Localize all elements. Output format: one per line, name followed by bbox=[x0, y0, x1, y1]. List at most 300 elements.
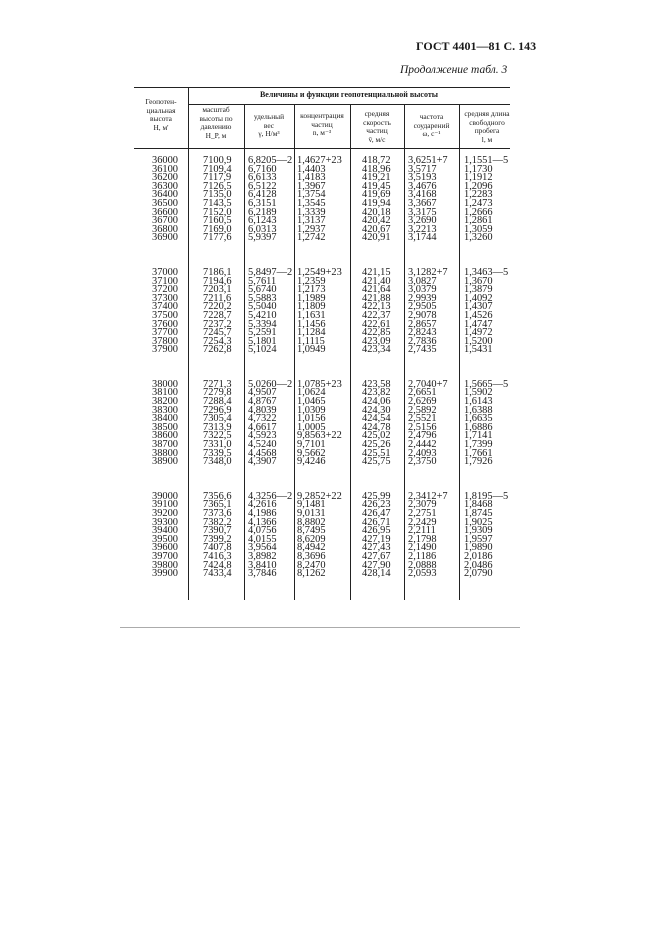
table-cell: 1,3339 bbox=[297, 206, 326, 218]
table-cell: 1,0156 bbox=[297, 413, 326, 425]
table-cell: 39200 bbox=[152, 508, 178, 519]
table-cell: 425,51 bbox=[362, 447, 391, 459]
table-cell: 1,0465 bbox=[297, 396, 326, 408]
table-cell: 39100 bbox=[152, 499, 178, 511]
table-cell: 4,2616 bbox=[248, 499, 277, 511]
table-group bbox=[464, 157, 508, 243]
table-cell: 1,3137 bbox=[297, 215, 326, 227]
table-cell: 7271,3 bbox=[203, 378, 232, 390]
table-group bbox=[297, 266, 342, 356]
table-cell: 2,7435 bbox=[408, 344, 437, 356]
table-cell: 39000 bbox=[152, 490, 178, 502]
table-group bbox=[408, 378, 448, 468]
table-cell: 426,95 bbox=[362, 525, 391, 537]
table-group bbox=[362, 378, 391, 468]
table-cell: 8,7495 bbox=[297, 525, 326, 537]
table-cell: 420,42 bbox=[362, 215, 391, 227]
table-cell: 7424,8 bbox=[203, 559, 232, 571]
table-cell: 1,5665—5 bbox=[464, 378, 509, 390]
column-specific-weight-values bbox=[248, 157, 292, 605]
table-cell: 38000 bbox=[152, 378, 178, 390]
column-mean-speed-values bbox=[362, 157, 391, 605]
column-divider bbox=[404, 104, 405, 600]
table-cell: 38300 bbox=[152, 404, 178, 416]
group-header-rule bbox=[188, 104, 510, 105]
table-cell: 420,18 bbox=[362, 206, 391, 218]
table-cell: 1,5902 bbox=[464, 387, 493, 399]
table-cell: 6,4128 bbox=[248, 189, 277, 201]
column-divider bbox=[244, 104, 245, 600]
table-cell: 9,5662 bbox=[297, 447, 326, 459]
table-cell: 37700 bbox=[152, 327, 178, 339]
table-cell: 2,0888 bbox=[408, 559, 437, 571]
table-cell: 39800 bbox=[152, 559, 178, 571]
table-cell: 9,2852+22 bbox=[297, 490, 342, 502]
table-cell: 2,8657 bbox=[408, 318, 437, 330]
table-cell: 1,9309 bbox=[464, 525, 493, 537]
table-cell: 7126,5 bbox=[203, 180, 232, 192]
table-cell: 4,0756 bbox=[248, 525, 277, 537]
table-cell: 1,3967 bbox=[297, 180, 326, 192]
table-cell: 1,0624 bbox=[297, 387, 326, 399]
table-cell: 7152,0 bbox=[203, 206, 232, 218]
table-cell: 1,2473 bbox=[464, 197, 493, 209]
table-cell: 2,7040+7 bbox=[408, 378, 448, 390]
table-cell: 7356,6 bbox=[203, 490, 232, 502]
table-cell: 5,1801 bbox=[248, 335, 277, 347]
table-cell: 3,5717 bbox=[408, 163, 437, 175]
table-cell: 427,90 bbox=[362, 559, 391, 571]
table-cell: 425,26 bbox=[362, 439, 391, 451]
table-cell: 423,34 bbox=[362, 344, 391, 356]
table-cell: 1,2937 bbox=[297, 223, 326, 235]
column-concentration-values bbox=[297, 157, 342, 605]
table-cell: 37800 bbox=[152, 335, 178, 347]
column-header-collision-frequency: частота соударений ω, с⁻¹ bbox=[413, 112, 450, 139]
table-cell: 1,4526 bbox=[464, 309, 493, 321]
table-cell: 7135,0 bbox=[203, 189, 232, 201]
table-cell: 6,0313 bbox=[248, 223, 277, 235]
table-cell: 4,7322 bbox=[248, 413, 277, 425]
table-cell: 7160,5 bbox=[203, 215, 232, 227]
table-cell: 5,5040 bbox=[248, 301, 277, 313]
table-cell: 426,23 bbox=[362, 499, 391, 511]
table-cell: 1,6388 bbox=[464, 404, 493, 416]
table-cell: 1,3545 bbox=[297, 197, 326, 209]
table-cell: 2,9078 bbox=[408, 309, 437, 321]
table-cell: 418,72 bbox=[362, 155, 391, 166]
table-group bbox=[464, 266, 509, 356]
table-cell: 37900 bbox=[152, 344, 178, 356]
table-cell: 8,4942 bbox=[297, 542, 326, 554]
table-cell: 2,3750 bbox=[408, 456, 437, 468]
table-cell: 7322,5 bbox=[203, 430, 232, 442]
table-cell: 1,2096 bbox=[464, 180, 493, 192]
table-cell: 2,4093 bbox=[408, 447, 437, 459]
table-group bbox=[203, 157, 232, 243]
table-cell: 38700 bbox=[152, 439, 178, 451]
table-cell: 38900 bbox=[152, 456, 178, 468]
table-cell: 421,88 bbox=[362, 292, 391, 304]
table-cell: 7348,0 bbox=[203, 456, 232, 468]
table-continuation-label: Продолжение табл. 3 bbox=[400, 64, 508, 76]
table-cell: 428,14 bbox=[362, 568, 391, 580]
table-cell: 2,9939 bbox=[408, 292, 437, 304]
table-cell: 3,5193 bbox=[408, 172, 437, 184]
table-cell: 2,5521 bbox=[408, 413, 437, 425]
table-cell: 7416,3 bbox=[203, 550, 232, 562]
table-group bbox=[464, 490, 509, 580]
table-cell: 9,0131 bbox=[297, 508, 326, 519]
table-cell: 1,8195—5 bbox=[464, 490, 509, 502]
table-group bbox=[297, 157, 342, 243]
table-cell: 1,2173 bbox=[297, 284, 326, 296]
table-cell: 1,4183 bbox=[297, 172, 326, 184]
table-cell: 5,9397 bbox=[248, 232, 277, 244]
table-cell: 5,5883 bbox=[248, 292, 277, 304]
table-cell: 2,2751 bbox=[408, 508, 437, 519]
table-cell: 7288,4 bbox=[203, 396, 232, 408]
column-header-height: Геопотен- циальная высота H, м' bbox=[145, 97, 177, 132]
table-group bbox=[408, 157, 448, 243]
table-cell: 4,1986 bbox=[248, 508, 277, 519]
table-cell: 419,21 bbox=[362, 172, 391, 184]
table-group bbox=[152, 490, 178, 580]
table-cell: 1,2283 bbox=[464, 189, 493, 201]
table-cell: 36700 bbox=[152, 215, 178, 227]
table-cell: 3,2213 bbox=[408, 223, 437, 235]
table-cell: 2,6269 bbox=[408, 396, 437, 408]
table-cell: 424,54 bbox=[362, 413, 391, 425]
table-cell: 1,2549+23 bbox=[297, 266, 342, 278]
table-cell: 2,8243 bbox=[408, 327, 437, 339]
column-height-values bbox=[152, 157, 178, 605]
table-cell: 2,1490 bbox=[408, 542, 437, 554]
table-cell: 7254,3 bbox=[203, 335, 232, 347]
table-cell: 1,4972 bbox=[464, 327, 493, 339]
table-cell: 5,4210 bbox=[248, 309, 277, 321]
table-cell: 7305,4 bbox=[203, 413, 232, 425]
table-cell: 1,0949 bbox=[297, 344, 326, 356]
table-cell: 7433,4 bbox=[203, 568, 232, 580]
table-cell: 7279,8 bbox=[203, 387, 232, 399]
table-cell: 1,7926 bbox=[464, 456, 493, 468]
table-cell: 7382,2 bbox=[203, 516, 232, 528]
table-cell: 422,13 bbox=[362, 301, 391, 313]
table-cell: 5,7611 bbox=[248, 275, 277, 287]
table-cell: 1,1456 bbox=[297, 318, 326, 330]
table-cell: 39400 bbox=[152, 525, 178, 537]
table-cell: 2,3079 bbox=[408, 499, 437, 511]
table-cell: 5,2591 bbox=[248, 327, 277, 339]
table-cell: 7117,9 bbox=[203, 172, 232, 184]
table-cell: 419,94 bbox=[362, 197, 391, 209]
table-cell: 1,7661 bbox=[464, 447, 493, 459]
table-cell: 3,3667 bbox=[408, 197, 437, 209]
table-cell: 4,0155 bbox=[248, 533, 277, 545]
table-cell: 7339,5 bbox=[203, 447, 232, 459]
table-cell: 427,43 bbox=[362, 542, 391, 554]
table-group bbox=[362, 266, 391, 356]
table-cell: 2,2111 bbox=[408, 525, 436, 537]
table-cell: 2,0486 bbox=[464, 559, 493, 571]
table-cell: 7245,7 bbox=[203, 327, 232, 339]
table-cell: 1,8745 bbox=[464, 508, 493, 519]
table-cell: 2,3412+7 bbox=[408, 490, 448, 502]
table-cell: 5,6740 bbox=[248, 284, 277, 296]
table-cell: 38400 bbox=[152, 413, 178, 425]
table-cell: 1,0309 bbox=[297, 404, 326, 416]
table-cell: 1,0785+23 bbox=[297, 378, 342, 390]
column-header-mean-free-path: средняя длина свободного пробега l, м bbox=[464, 109, 510, 144]
table-cell: 7169,0 bbox=[203, 223, 232, 235]
table-group bbox=[152, 157, 178, 243]
table-cell: 1,1912 bbox=[464, 172, 493, 184]
table-cell: 6,7160 bbox=[248, 163, 277, 175]
column-header-specific-weight: удельный вес γ, Н/м³ bbox=[253, 112, 285, 139]
table-cell: 5,1024 bbox=[248, 344, 277, 356]
table-cell: 420,67 bbox=[362, 223, 391, 235]
table-cell: 7203,1 bbox=[203, 284, 232, 296]
table-cell: 421,64 bbox=[362, 284, 391, 296]
table-group bbox=[297, 378, 342, 468]
table-cell: 424,06 bbox=[362, 396, 391, 408]
table-cell: 1,7399 bbox=[464, 439, 493, 451]
table-cell: 1,1989 bbox=[297, 292, 326, 304]
table-cell: 7262,8 bbox=[203, 344, 232, 356]
column-collision-frequency-values bbox=[408, 157, 448, 605]
table-cell: 1,5200 bbox=[464, 335, 493, 347]
column-header-scale-height: масштаб высоты по давлению H_P, м bbox=[199, 105, 233, 140]
table-cell: 2,0593 bbox=[408, 568, 437, 580]
table-cell: 3,3175 bbox=[408, 206, 437, 218]
table-cell: 1,1809 bbox=[297, 301, 326, 313]
column-header-mean-speed: средняя скорость частиц v̄, м/с bbox=[363, 109, 391, 144]
table-group bbox=[408, 266, 448, 356]
table-cell: 36100 bbox=[152, 163, 178, 175]
table-cell: 7407,8 bbox=[203, 542, 232, 554]
table-cell: 4,9507 bbox=[248, 387, 277, 399]
table-cell: 39300 bbox=[152, 516, 178, 528]
table-cell: 1,3754 bbox=[297, 189, 326, 201]
table-cell: 422,37 bbox=[362, 309, 391, 321]
table-cell: 2,2429 bbox=[408, 516, 437, 528]
table-cell: 36000 bbox=[152, 155, 178, 166]
table-cell: 36900 bbox=[152, 232, 178, 244]
table-cell: 1,9597 bbox=[464, 533, 493, 545]
table-cell: 38800 bbox=[152, 447, 178, 459]
table-cell: 421,40 bbox=[362, 275, 391, 287]
table-top-rule bbox=[134, 87, 510, 88]
table-cell: 3,0379 bbox=[408, 284, 437, 296]
table-cell: 2,1798 bbox=[408, 533, 437, 545]
table-cell: 9,8563+22 bbox=[297, 430, 342, 442]
table-cell: 38500 bbox=[152, 421, 178, 433]
table-cell: 7390,7 bbox=[203, 525, 232, 537]
table-cell: 1,9890 bbox=[464, 542, 493, 554]
table-cell: 4,8039 bbox=[248, 404, 277, 416]
table-cell: 422,61 bbox=[362, 318, 391, 330]
table-group bbox=[203, 378, 232, 468]
table-cell: 6,6133 bbox=[248, 172, 277, 184]
table-cell: 7211,6 bbox=[203, 292, 232, 304]
table-cell: 37200 bbox=[152, 284, 178, 296]
table-cell: 1,2742 bbox=[297, 232, 326, 244]
table-cell: 1,6886 bbox=[464, 421, 493, 433]
table-cell: 1,3260 bbox=[464, 232, 493, 244]
table-cell: 1,4092 bbox=[464, 292, 493, 304]
table-cell: 7109,4 bbox=[203, 163, 232, 175]
table-cell: 2,1186 bbox=[408, 550, 437, 562]
group-header: Величины и функции геопотенциальной высоты bbox=[259, 90, 439, 99]
table-cell: 5,8497—2 bbox=[248, 266, 293, 278]
table-cell: 38600 bbox=[152, 430, 178, 442]
table-cell: 2,7836 bbox=[408, 335, 437, 347]
table-group bbox=[408, 490, 448, 580]
table-cell: 421,15 bbox=[362, 266, 391, 278]
table-cell: 1,1115 bbox=[297, 335, 325, 347]
table-cell: 8,8802 bbox=[297, 516, 326, 528]
table-cell: 7228,7 bbox=[203, 309, 232, 321]
table-cell: 2,0790 bbox=[464, 568, 493, 580]
column-divider bbox=[459, 104, 460, 600]
table-cell: 3,4168 bbox=[408, 189, 437, 201]
table-cell: 3,4676 bbox=[408, 180, 437, 192]
table-group bbox=[203, 266, 232, 356]
table-cell: 1,3879 bbox=[464, 284, 493, 296]
table-group bbox=[248, 266, 293, 356]
column-divider bbox=[294, 104, 295, 600]
column-divider bbox=[188, 88, 189, 600]
table-cell: 2,5892 bbox=[408, 404, 437, 416]
table-cell: 427,67 bbox=[362, 550, 391, 562]
table-cell: 7331,0 bbox=[203, 439, 232, 451]
table-cell: 1,5431 bbox=[464, 344, 493, 356]
table-cell: 3,1282+7 bbox=[408, 266, 448, 278]
table-cell: 4,5923 bbox=[248, 430, 277, 442]
table-group bbox=[297, 490, 342, 580]
table-cell: 2,0186 bbox=[464, 550, 493, 562]
table-cell: 36400 bbox=[152, 189, 178, 201]
table-cell: 2,9505 bbox=[408, 301, 437, 313]
table-cell: 419,45 bbox=[362, 180, 391, 192]
table-cell: 39500 bbox=[152, 533, 178, 545]
table-cell: 39600 bbox=[152, 542, 178, 554]
table-cell: 1,1551—5 bbox=[464, 155, 509, 166]
table-cell: 2,5156 bbox=[408, 421, 437, 433]
table-cell: 1,6143 bbox=[464, 396, 493, 408]
table-cell: 2,4442 bbox=[408, 439, 437, 451]
table-cell: 1,3059 bbox=[464, 223, 493, 235]
table-cell: 7220,2 bbox=[203, 301, 232, 313]
table-cell: 423,58 bbox=[362, 378, 391, 390]
table-cell: 7237,2 bbox=[203, 318, 232, 330]
table-cell: 3,0827 bbox=[408, 275, 437, 287]
table-group bbox=[362, 157, 391, 243]
table-cell: 3,2690 bbox=[408, 215, 437, 227]
column-header-concentration: концентрация частиц n, м⁻³ bbox=[300, 111, 344, 138]
table-cell: 37500 bbox=[152, 309, 178, 321]
table-cell: 2,6651 bbox=[408, 387, 437, 399]
table-cell: 423,82 bbox=[362, 387, 391, 399]
table-cell: 418,96 bbox=[362, 163, 391, 175]
table-cell: 7365,1 bbox=[203, 499, 232, 511]
table-cell: 425,02 bbox=[362, 430, 391, 442]
table-cell: 1,3463—5 bbox=[464, 266, 509, 278]
table-cell: 1,2861 bbox=[464, 215, 493, 227]
table-cell: 427,19 bbox=[362, 533, 391, 545]
table-cell: 423,09 bbox=[362, 335, 391, 347]
table-cell: 3,8982 bbox=[248, 550, 277, 562]
table-cell: 6,3151 bbox=[248, 197, 277, 209]
table-cell: 8,6209 bbox=[297, 533, 326, 545]
table-cell: 3,1744 bbox=[408, 232, 437, 244]
table-cell: 9,4246 bbox=[297, 456, 326, 468]
table-cell: 8,2470 bbox=[297, 559, 326, 571]
table-cell: 1,1631 bbox=[297, 309, 326, 321]
table-cell: 1,6635 bbox=[464, 413, 493, 425]
table-cell: 4,3907 bbox=[248, 456, 277, 468]
table-cell: 1,3670 bbox=[464, 275, 493, 287]
table-cell: 4,1366 bbox=[248, 516, 277, 528]
table-cell: 6,5122 bbox=[248, 180, 277, 192]
table-cell: 4,8767 bbox=[248, 396, 277, 408]
table-cell: 7194,6 bbox=[203, 275, 232, 287]
table-cell: 4,6617 bbox=[248, 421, 277, 433]
table-cell: 424,30 bbox=[362, 404, 391, 416]
table-cell: 7177,6 bbox=[203, 232, 232, 244]
table-group bbox=[248, 490, 293, 580]
page-header: ГОСТ 4401—81 С. 143 bbox=[416, 39, 537, 53]
table-group bbox=[362, 490, 391, 580]
table-cell: 37600 bbox=[152, 318, 178, 330]
table-cell: 37100 bbox=[152, 275, 178, 287]
table-cell: 9,7101 bbox=[297, 439, 326, 451]
table-cell: 1,9025 bbox=[464, 516, 493, 528]
column-divider bbox=[350, 104, 351, 600]
table-cell: 1,7141 bbox=[464, 430, 493, 442]
table-cell: 6,2189 bbox=[248, 206, 277, 218]
table-cell: 3,7846 bbox=[248, 568, 277, 580]
table-cell: 9,1481 bbox=[297, 499, 326, 511]
table-cell: 4,3256—2 bbox=[248, 490, 293, 502]
table-cell: 426,47 bbox=[362, 508, 391, 519]
table-cell: 1,4747 bbox=[464, 318, 493, 330]
table-cell: 7186,1 bbox=[203, 266, 232, 278]
table-cell: 1,8468 bbox=[464, 499, 493, 511]
footer-rule bbox=[120, 627, 520, 628]
table-cell: 3,9564 bbox=[248, 542, 277, 554]
table-cell: 38200 bbox=[152, 396, 178, 408]
table-group bbox=[464, 378, 509, 468]
table-cell: 7373,6 bbox=[203, 508, 232, 519]
table-cell: 36800 bbox=[152, 223, 178, 235]
table-cell: 36500 bbox=[152, 197, 178, 209]
table-cell: 7399,2 bbox=[203, 533, 232, 545]
table-cell: 1,1284 bbox=[297, 327, 326, 339]
table-cell: 4,5240 bbox=[248, 439, 277, 451]
table-cell: 36300 bbox=[152, 180, 178, 192]
table-cell: 419,69 bbox=[362, 189, 391, 201]
table-cell: 426,71 bbox=[362, 516, 391, 528]
table-cell: 8,3696 bbox=[297, 550, 326, 562]
table-cell: 425,75 bbox=[362, 456, 391, 468]
header-bottom-rule bbox=[134, 148, 510, 149]
table-cell: 39700 bbox=[152, 550, 178, 562]
table-group bbox=[152, 378, 178, 468]
table-cell: 422,85 bbox=[362, 327, 391, 339]
table-cell: 1,1730 bbox=[464, 163, 493, 175]
